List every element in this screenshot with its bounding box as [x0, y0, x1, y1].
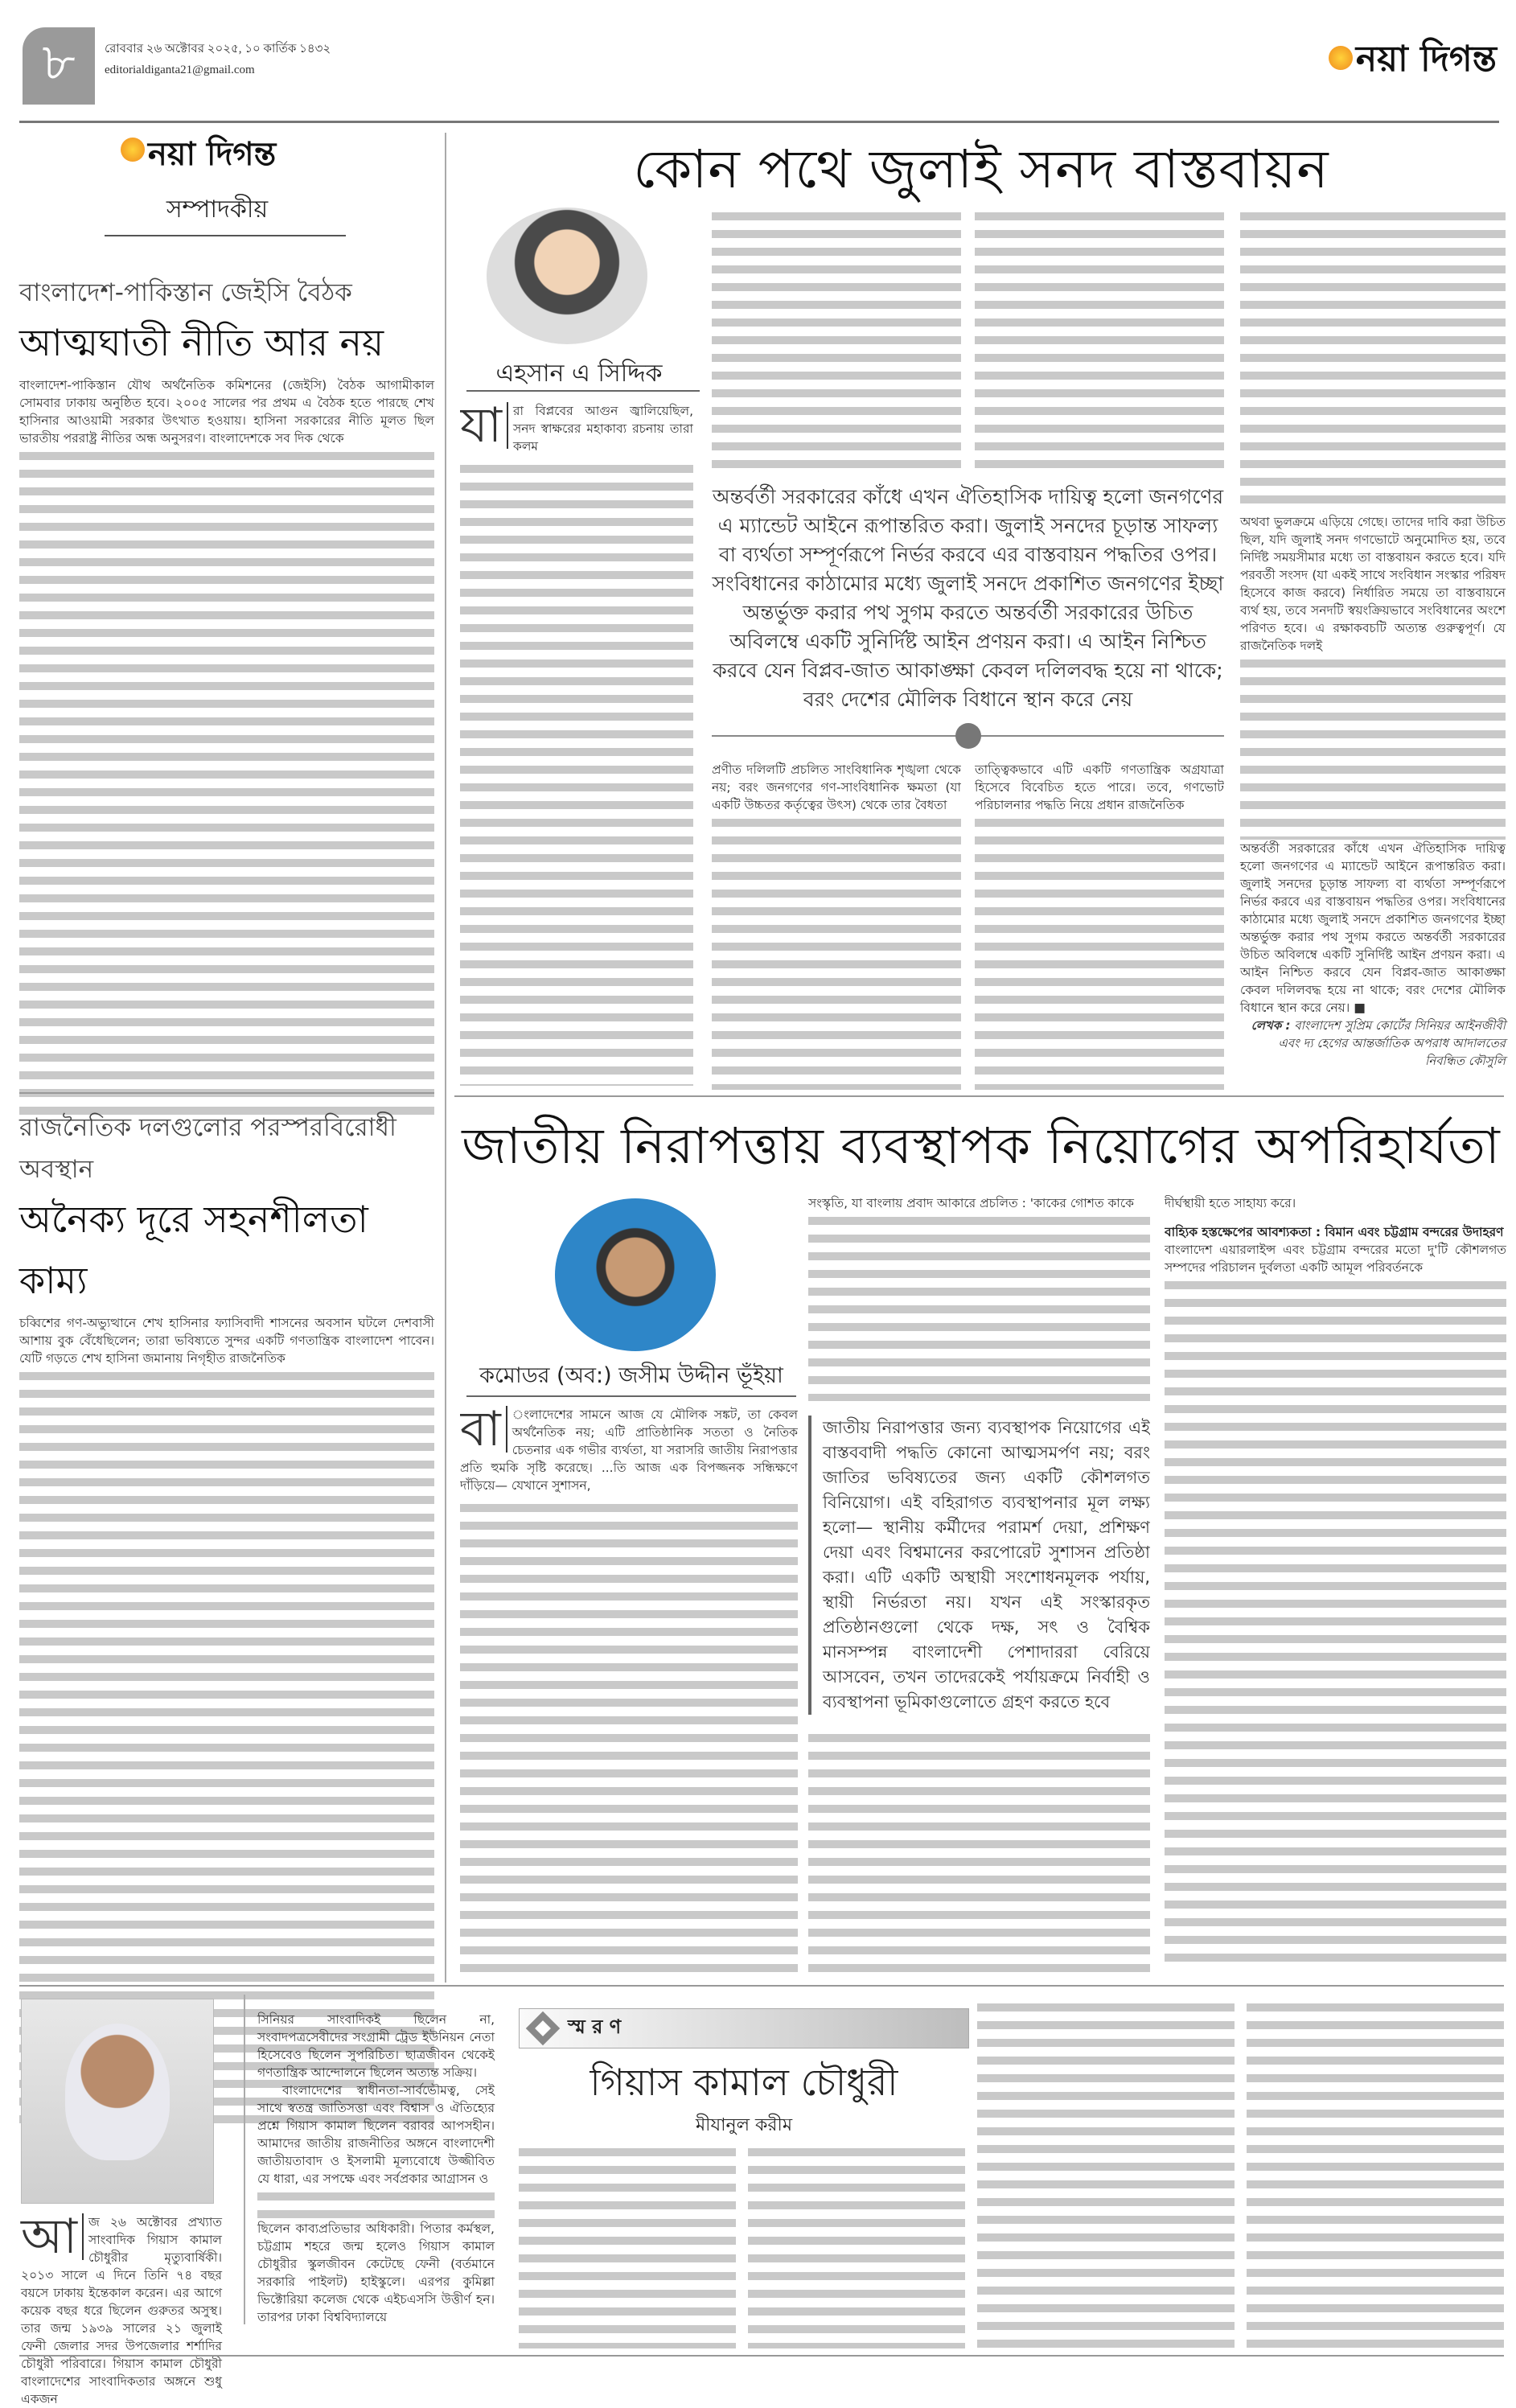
masthead-logo — [1329, 32, 1497, 91]
paragraph: তাত্ত্বিকভাবে এটি একটি গণতান্ত্রিক অগ্রযাত্রা হিসেবে বিবেচিত হতে পারে। তবে, গণভোট পরিচালনার পদ্ধতি নিয়ে প্রধান রাজনৈতিক — [975, 762, 1224, 812]
section-banner — [519, 2008, 969, 2048]
page-number: ৮ — [42, 32, 76, 92]
logo-text: নয়া দিগন্ত — [148, 136, 277, 173]
column-divider — [445, 133, 446, 1983]
paragraph: ছিলেন কাব্যপ্রতিভার অধিকারী। পিতার কর্মস্থল, চট্টগ্রাম শহরে জন্ম হলেও গিয়াস কামাল চৌধুরীর স্কুলজীবন কেটেছে ফেনী (বর্তমানে সরকারি পাইলট) হাইস্কুলে। এরপর কুমিল্লা ভিক্টোরিয়া কলেজ থেকে এইচএসসি উত্তীর্ণ হন। তারপর ঢাকা বিশ্ববিদ্যালয়ে — [257, 2221, 495, 2324]
drop-cap: বা — [460, 1406, 507, 1453]
article-column-1 — [460, 402, 693, 1086]
article1-center-block — [712, 483, 1224, 1090]
body-continued — [257, 2188, 495, 2220]
divider — [712, 722, 1224, 750]
memorial-column-6 — [1247, 1999, 1504, 2348]
kicker: রাজনৈতিক দলগুলোর পরস্পরবিরোধী অবস্থান — [19, 1113, 396, 1184]
article-headline: জাতীয় নিরাপত্তায় ব্যবস্থাপক নিয়োগের অপরিহার্যতা — [462, 1116, 1501, 1175]
section-label: সম্পাদকীয় — [166, 195, 269, 224]
header-rule — [19, 121, 1499, 123]
divider — [466, 390, 700, 392]
article-column-3 — [975, 761, 1224, 1090]
article-body-continued — [460, 460, 693, 1086]
headline: আত্মঘাতী নীতি আর নয় — [19, 321, 384, 364]
divider — [19, 1985, 1504, 1987]
article-column-2-top — [712, 208, 961, 473]
editorial-article-2 — [19, 1108, 434, 2123]
article-column-2 — [712, 761, 961, 1090]
paragraph: দীর্ঘস্থায়ী হতে সাহায্য করে। — [1165, 1196, 1296, 1210]
column-divider — [244, 1995, 245, 2324]
article-body-continued — [460, 1499, 798, 1974]
article1-lower-columns — [712, 761, 1224, 1090]
pull-quote: জাতীয় নিরাপত্তার জন্য ব্যবস্থাপক নিয়োগের এই বাস্তববাদী পদ্ধতি কোনো আত্মসমর্পণ নয়; বরং জাতির ভবিষ্যতের জন্য একটি কৌশলগত বিনিয়োগ। এই বহিরাগত ব্যবস্থাপনার মূল লক্ষ্য হলো— স্থানীয় কর্মীদের পরামর্শ দেয়া, প্রশিক্ষণ দেয়া এবং বিশ্বমানের করপোরেট সুশাসন প্রতিষ্ঠা করা। এটি একটি অস্থায়ী সংশোধনমূলক পর্যায়, স্থায়ী নির্ভরতা নয়। যখন এই সংস্কারকৃত প্রতিষ্ঠানগুলো থেকে দক্ষ, সৎ ও বৈশ্বিক মানসম্পন্ন বাংলাদেশী পেশাদাররা বেরিয়ে আসবেন, তখন তাদেরকেই পর্যায়ক্রমে নির্বাহী ও ব্যবস্থাপনা ভূমিকাগুলোতে গ্রহণ করতে হবে — [808, 1416, 1150, 1715]
memorial-author: মীযানুল করীম — [695, 2115, 793, 2135]
issue-date: রোববার ২৬ অক্টোবর ২০২৫, ১০ কার্তিক ১৪৩২ — [105, 43, 331, 55]
memorial-column-5 — [977, 1999, 1235, 2348]
article-body-continued — [808, 1212, 1150, 1401]
author-photo — [555, 1198, 716, 1351]
paragraph: অন্তর্বর্তী সরকারের কাঁধে এখন ঐতিহাসিক দায়িত্ব হলো জনগণের এ ম্যান্ডেট আইনে রূপান্তরিত করা। জুলাই সনদের চূড়ান্ত সাফল্য বা ব্যর্থতা সম্পূর্ণরূপে নির্ভর করবে এর বাস্তবায়ন পদ্ধতির ওপর। সংবিধানের কাঠামোর মধ্যে জুলাই সনদে প্রকাশিত জনগণের ইচ্ছা অন্তর্ভুক্ত করার পথ সুগম করতে অন্তর্বর্তী সরকারের উচিত অবিলম্বে একটি সুনির্দিষ্ট আইন প্রণয়ন করা। এ আইন নিশ্চিত করবে যেন বিপ্লব-জাত আকাঙ্ক্ষা কেবল দলিলবদ্ধ হয়ে না থাকে; বরং দেশের মৌলিক বিধানে স্থান করে নেয়। ■ — [1240, 841, 1506, 1015]
paragraph: সংস্কৃতি, যা বাংলায় প্রবাদ আকারে প্রচলিত : 'কাকের গোশত কাকে — [808, 1196, 1134, 1210]
pull-quote: অন্তর্বর্তী সরকারের কাঁধে এখন ঐতিহাসিক দায়িত্ব হলো জনগণের এ ম্যান্ডেট আইনে রূপান্তরিত করা। জুলাই সনদের চূড়ান্ত সাফল্য বা ব্যর্থতা সম্পূর্ণরূপে নির্ভর করবে এর বাস্তবায়ন পদ্ধতির ওপর। সংবিধানের কাঠামোর মধ্যে জুলাই সনদে প্রকাশিত জনগণের ইচ্ছা অন্তর্ভুক্ত করার পথ সুগম করতে অন্তর্বর্তী সরকারের উচিত অবিলম্বে একটি সুনির্দিষ্ট আইন প্রণয়ন করা। এ আইন নিশ্চিত করবে যেন বিপ্লব-জাত আকাঙ্ক্ষা কেবল দলিলবদ্ধ হয়ে না থাকে; বরং দেশের মৌলিক বিধানে স্থান করে নেয় — [712, 485, 1224, 711]
writer-note — [1240, 1017, 1506, 1070]
author-name: কমোডর (অব:) জসীম উদ্দীন ভূঁইয়া — [479, 1363, 783, 1388]
editorial-email[interactable]: editorialdiganta21@gmail.com — [105, 64, 255, 76]
paragraph: প্রণীত দলিলটি প্রচলিত সাংবিধানিক শৃঙ্খলা থেকে নয়; বরং জনগণের গণ-সাংবিধানিক ক্ষমতা (যা একটি উচ্চতর কর্তৃত্বের উৎস) থেকে তার বৈধতা — [712, 762, 961, 812]
author-name: এহসান এ সিদ্দিক — [495, 360, 663, 388]
memorial-title: গিয়াস কামাল চৌধুরী — [590, 2061, 898, 2104]
kicker: বাংলাদেশ-পাকিস্তান জেইসি বৈঠক — [19, 278, 352, 307]
subheading: বাহ্যিক হস্তক্ষেপের আবশ্যকতা : বিমান এবং চট্টগ্রাম বন্দরের উদাহরণ — [1165, 1225, 1504, 1239]
portrait — [65, 2024, 170, 2160]
memorial-photo — [21, 1999, 214, 2204]
article-column-2 — [808, 1194, 1150, 1974]
page-number-badge — [23, 27, 95, 105]
sun-logo-icon — [121, 138, 145, 162]
article-column-4 — [1240, 208, 1506, 1070]
divider — [454, 1095, 1504, 1097]
divider — [105, 235, 346, 236]
memorial-column-3 — [519, 2143, 736, 2348]
divider-dot-icon — [955, 723, 981, 749]
article-column-3-top — [975, 208, 1224, 473]
article-headline: কোন পথে জুলাই সনদ বাস্তবায়ন — [633, 138, 1329, 200]
memorial-column-2 — [257, 2011, 495, 2326]
article-body: চব্বিশের গণ-অভ্যুত্থানে শেখ হাসিনার ফ্যাসিবাদী শাসনের অবসান ঘটলে দেশবাসী আশায় বুক বেঁধেছিলেন; তারা ভবিষ্যতে সুন্দর একটি গণতান্ত্রিক বাংলাদেশ পাবেন। যেটি গড়তে শেখ হাসিনা জমানায় নিগৃহীত রাজনৈতিক — [19, 1316, 434, 1366]
memorial-column-4 — [748, 2143, 965, 2348]
article-body-continued — [975, 814, 1224, 1090]
dateline — [105, 39, 331, 80]
article-body-continued — [712, 814, 961, 1090]
article-body-continued — [1165, 1276, 1506, 1968]
paragraph: বাংলাদেশের স্বাধীনতা-সার্বভৌমত্ব, সেই সাথে স্বতন্ত্র জাতিসত্তা এবং বিশ্বাস ও ঐতিহ্যের প্রশ্নে গিয়াস কামাল ছিলেন বরাবর আপসহীন। আমাদের জাতীয় রাজনীতির অঙ্গনে বাংলাদেশী জাতীয়তাবাদ ও ইসলামী মূল্যবোধে উজ্জীবিত যে ধারা, এর সপক্ষে এবং সর্বপ্রকার আগ্রাসন ও — [257, 2083, 495, 2186]
diamond-icon — [526, 2011, 560, 2045]
article-body-continued — [1240, 655, 1506, 840]
writer-label: লেখক : — [1251, 1018, 1291, 1033]
editorial-article-1 — [19, 273, 434, 1123]
author-photo — [487, 208, 647, 344]
footer-rule — [19, 2355, 1504, 2357]
lead-paragraph: ংলাদেশের সামনে আজ যে মৌলিক সঙ্কট, তা কেবল অর্থনৈতিক নয়; এটি প্রাতিষ্ঠানিক সততা ও নৈতিক চেতনার এক গভীর ব্যর্থতা, যা সরাসরি জাতীয় নিরাপত্তার প্রতি হুমকি সৃষ্টি করেছে। ...তি আজ এক বিপজ্জনক সন্ধিক্ষণে দাঁড়িয়ে— যেখানে সুশাসন, — [460, 1407, 798, 1493]
article-column-3 — [1165, 1194, 1506, 1974]
article-column-2-continued — [808, 1729, 1150, 1974]
paragraph: বাংলাদেশ এয়ারলাইন্স এবং চট্টগ্রাম বন্দরের মতো দু'টি কৌশলগত সম্পদের পরিচালন দুর্বলতা একটি আমূল পরিবর্তনকে — [1165, 1243, 1506, 1275]
drop-cap: আ — [21, 2213, 84, 2260]
paragraph: অথবা ভুলক্রমে এড়িয়ে গেছে। তাদের দাবি করা উচিত ছিল, যদি জুলাই সনদ গণভোটে অনুমোদিত হয়, তবে নির্দিষ্ট সময়সীমার মধ্যে তা বাস্তবায়ন করতে হবে। যদি পরবর্তী সংসদ (যা একই সাথে সংবিধান সংস্কার পরিষদ হিসেবে কাজ করবে) নির্ধারিত সময়ে তা বাস্তবায়নে ব্যর্থ হয়, তবে সনদটি স্বয়ংক্রিয়ভাবে সংবিধানের অংশে পরিণত হবে। এ রক্ষাকবচটি অত্যন্ত গুরুত্বপূর্ণ। যে রাজনৈতিক দলই — [1240, 515, 1506, 653]
article-column-1 — [460, 1406, 798, 1977]
article-body: বাংলাদেশ-পাকিস্তান যৌথ অর্থনৈতিক কমিশনের (জেইসি) বৈঠক আগামীকাল সোমবার ঢাকায় অনুষ্ঠিত হবে। ২০০৫ সালের পর প্রথম এ বৈঠক হতে পারছে শেখ হাসিনার আওয়ামী সরকার উৎখাত হওয়ায়। হাসিনা সরকারের নীতি মূলত ছিল ভারতীয় পররাষ্ট্র নীতির অন্ধ অনুসরণ। বাংলাদেশকে সব দিক থেকে — [19, 378, 434, 446]
sun-logo-icon — [1329, 46, 1353, 70]
headline: অনৈক্য দূরে সহনশীলতা কাম্য — [19, 1198, 368, 1302]
lead-paragraph: রা বিপ্লবের আগুন জ্বালিয়েছিল, সনদ স্বাক্ষরের মহাকাব্য রচনায় তারা কলম — [512, 404, 693, 454]
divider — [19, 1092, 434, 1094]
drop-cap: যা — [460, 402, 508, 449]
article-body-continued — [19, 447, 434, 1123]
paragraph: জ ২৬ অক্টোবর প্রখ্যাত সাংবাদিক গিয়াস কামাল চৌধুরীর মৃত্যুবার্ষিকী। ২০১৩ সালে এ দিনে তিনি ৭৪ বছর বয়সে ঢাকায় ইন্তেকাল করেন। এর আগে কয়েক বছর ধরে ছিলেন গুরুতর অসুস্থ। তার জন্ম ১৯৩৯ সালের ২১ জুলাই ফেনী জেলার সদর উপজেলার শর্শাদির চৌধুরী পরিবারে। গিয়াস কামাল চৌধুরী বাংলাদেশের সাংবাদিকতার অঙ্গনে শুধু একজন — [21, 2215, 222, 2406]
section-label: স্ম র ণ — [568, 2016, 622, 2038]
paragraph: সিনিয়র সাংবাদিকই ছিলেন না, সংবাদপত্রসেবীদের সংগ্রামী ট্রেড ইউনিয়ন নেতা হিসেবেও ছিলেন সুপরিচিত। ছাত্রজীবন থেকেই গণতান্ত্রিক আন্দোলনে ছিলেন অত্যন্ত সক্রিয়। — [257, 2012, 495, 2080]
divider — [466, 1395, 796, 1397]
editorial-logo — [121, 129, 276, 183]
memorial-column-1 — [21, 2209, 222, 2408]
writer-desc: বাংলাদেশ সুপ্রিম কোর্টের সিনিয়র আইনজীবী এবং দ্য হেগের আন্তর্জাতিক অপরাধ আদালতের নিবন্ধিত কৌসুলি — [1278, 1018, 1506, 1068]
logo-text: নয়া দিগন্ত — [1355, 39, 1497, 80]
article-body-continued — [1240, 208, 1506, 513]
